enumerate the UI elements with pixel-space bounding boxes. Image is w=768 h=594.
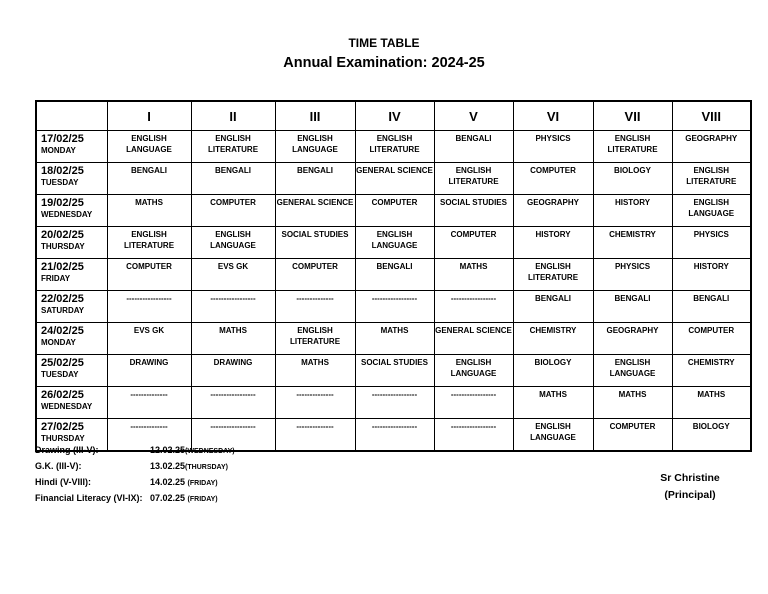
exam-day: FRIDAY — [41, 274, 71, 283]
column-header: I — [107, 101, 191, 131]
subject-cell: ----------------- — [434, 419, 513, 452]
table-row — [36, 387, 751, 419]
subject-cell: MATHS — [107, 195, 191, 227]
page-title: TIME TABLE — [348, 36, 420, 50]
exam-date: 24/02/25 — [41, 325, 84, 337]
note-day: (FRIDAY) — [187, 480, 218, 487]
subject-cell: DRAWING — [191, 355, 275, 387]
subject-cell: COMPUTER — [434, 227, 513, 259]
subject-cell: HISTORY — [593, 195, 672, 227]
note-day: (FRIDAY) — [187, 496, 218, 503]
subject-cell: BENGALI — [672, 291, 751, 323]
exam-date: 25/02/25 — [41, 357, 84, 369]
subject-cell: CHEMISTRY — [593, 227, 672, 259]
exam-day: WEDNESDAY — [41, 402, 93, 411]
note-date-value: 13.02.25 — [150, 461, 186, 471]
subject-cell: BENGALI — [355, 259, 434, 291]
column-header: VI — [513, 101, 593, 131]
subject-cell: ----------------- — [191, 419, 275, 452]
subject-cell: ENGLISH LANGUAGE — [434, 355, 513, 387]
column-header: VII — [593, 101, 672, 131]
exam-day: WEDNESDAY — [41, 210, 93, 219]
subject-cell: PHYSICS — [513, 131, 593, 163]
column-header: III — [275, 101, 355, 131]
exam-date: 20/02/25 — [41, 229, 84, 241]
note-date-value: 14.02.25 — [150, 477, 188, 487]
subject-cell: COMPUTER — [672, 323, 751, 355]
subject-cell: HISTORY — [513, 227, 593, 259]
subject-cell: ----------------- — [434, 291, 513, 323]
table-row — [36, 195, 751, 227]
note-row — [35, 442, 235, 458]
note-date — [150, 493, 218, 503]
exam-date: 18/02/25 — [41, 165, 84, 177]
subject-cell: MATHS — [434, 259, 513, 291]
table-row — [36, 355, 751, 387]
table-row — [36, 163, 751, 195]
table-row — [36, 323, 751, 355]
date-cell — [36, 323, 107, 355]
notes-section — [35, 442, 235, 506]
note-row — [35, 474, 235, 490]
subject-cell: GEOGRAPHY — [672, 131, 751, 163]
subject-cell: -------------- — [275, 419, 355, 452]
subject-cell: GEOGRAPHY — [513, 195, 593, 227]
subject-cell: ENGLISH LITERATURE — [107, 227, 191, 259]
subject-cell: ----------------- — [191, 291, 275, 323]
date-cell — [36, 131, 107, 163]
subject-cell: COMPUTER — [107, 259, 191, 291]
date-cell — [36, 163, 107, 195]
exam-day: TUESDAY — [41, 370, 79, 379]
subject-cell: ENGLISH LITERATURE — [275, 323, 355, 355]
date-cell — [36, 291, 107, 323]
subject-cell: ----------------- — [355, 419, 434, 452]
timetable — [35, 100, 752, 452]
note-date-value: 12.02.25 — [150, 445, 186, 455]
table-row — [36, 227, 751, 259]
corner-cell — [36, 101, 107, 131]
exam-date: 27/02/25 — [41, 421, 84, 433]
subject-cell: ENGLISH LITERATURE — [593, 131, 672, 163]
exam-date: 19/02/25 — [41, 197, 84, 209]
note-date — [150, 477, 218, 487]
subject-cell: BENGALI — [191, 163, 275, 195]
subject-cell: SOCIAL STUDIES — [355, 355, 434, 387]
subject-cell: SOCIAL STUDIES — [434, 195, 513, 227]
subject-cell: COMPUTER — [593, 419, 672, 452]
subject-cell: BIOLOGY — [672, 419, 751, 452]
subject-cell: -------------- — [107, 387, 191, 419]
subject-cell: BENGALI — [275, 163, 355, 195]
subject-cell: -------------- — [107, 419, 191, 452]
subject-cell: BENGALI — [593, 291, 672, 323]
subject-cell: BENGALI — [107, 163, 191, 195]
subject-cell: EVS GK — [107, 323, 191, 355]
subject-cell: BIOLOGY — [513, 355, 593, 387]
signature-role: (Principal) — [664, 489, 716, 501]
column-header: II — [191, 101, 275, 131]
exam-date: 26/02/25 — [41, 389, 84, 401]
subject-cell: HISTORY — [672, 259, 751, 291]
subject-cell: ENGLISH LANGUAGE — [191, 227, 275, 259]
subject-cell: ENGLISH LITERATURE — [513, 259, 593, 291]
subject-cell: DRAWING — [107, 355, 191, 387]
subject-cell: ENGLISH LANGUAGE — [275, 131, 355, 163]
subject-cell: MATHS — [672, 387, 751, 419]
subject-cell: ENGLISH LANGUAGE — [107, 131, 191, 163]
subject-cell: GENERAL SCIENCE — [355, 163, 434, 195]
column-header: IV — [355, 101, 434, 131]
subject-cell: COMPUTER — [191, 195, 275, 227]
note-date-value: 07.02.25 — [150, 493, 188, 503]
subject-cell: ENGLISH LANGUAGE — [672, 195, 751, 227]
page-subtitle: Annual Examination: 2024-25 — [283, 55, 485, 71]
exam-date: 22/02/25 — [41, 293, 84, 305]
subject-cell: COMPUTER — [513, 163, 593, 195]
signature-name: Sr Christine — [660, 472, 720, 484]
subject-cell: ENGLISH LITERATURE — [672, 163, 751, 195]
signature-block — [645, 470, 735, 504]
exam-date: 17/02/25 — [41, 133, 84, 145]
note-label: Hindi (V-VIII): — [35, 477, 91, 487]
note-row — [35, 458, 235, 474]
subject-cell: ENGLISH LANGUAGE — [355, 227, 434, 259]
subject-cell: ----------------- — [107, 291, 191, 323]
note-label: G.K. (III-V): — [35, 461, 82, 471]
note-label: Drawing (III-V): — [35, 445, 99, 455]
subject-cell: ENGLISH LITERATURE — [434, 163, 513, 195]
subject-cell: COMPUTER — [275, 259, 355, 291]
subject-cell: ENGLISH LITERATURE — [355, 131, 434, 163]
subject-cell: SOCIAL STUDIES — [275, 227, 355, 259]
subject-cell: GENERAL SCIENCE — [275, 195, 355, 227]
subject-cell: ENGLISH LITERATURE — [191, 131, 275, 163]
subject-cell: MATHS — [355, 323, 434, 355]
exam-day: TUESDAY — [41, 178, 79, 187]
table-row — [36, 131, 751, 163]
subject-cell: PHYSICS — [672, 227, 751, 259]
subject-cell: BIOLOGY — [593, 163, 672, 195]
note-label: Financial Literacy (VI-IX): — [35, 493, 143, 503]
subject-cell: GENERAL SCIENCE — [434, 323, 513, 355]
date-cell — [36, 227, 107, 259]
subject-cell: CHEMISTRY — [672, 355, 751, 387]
subject-cell: ----------------- — [434, 387, 513, 419]
table-row — [36, 259, 751, 291]
table-row — [36, 291, 751, 323]
subject-cell: BENGALI — [513, 291, 593, 323]
subject-cell: -------------- — [275, 387, 355, 419]
subject-cell: COMPUTER — [355, 195, 434, 227]
exam-day: SATURDAY — [41, 306, 85, 315]
column-header: VIII — [672, 101, 751, 131]
note-day: (THURSDAY) — [185, 464, 228, 471]
subject-cell: MATHS — [513, 387, 593, 419]
subject-cell: CHEMISTRY — [513, 323, 593, 355]
subject-cell: PHYSICS — [593, 259, 672, 291]
note-date — [150, 461, 228, 471]
date-cell — [36, 259, 107, 291]
subject-cell: ENGLISH LANGUAGE — [593, 355, 672, 387]
note-row — [35, 490, 235, 506]
column-header: V — [434, 101, 513, 131]
subject-cell: MATHS — [593, 387, 672, 419]
subject-cell: ----------------- — [355, 291, 434, 323]
subject-cell: ----------------- — [191, 387, 275, 419]
exam-date: 21/02/25 — [41, 261, 84, 273]
subject-cell: BENGALI — [434, 131, 513, 163]
subject-cell: EVS GK — [191, 259, 275, 291]
date-cell — [36, 355, 107, 387]
exam-day: THURSDAY — [41, 434, 85, 443]
subject-cell: ENGLISH LANGUAGE — [513, 419, 593, 452]
subject-cell: MATHS — [191, 323, 275, 355]
exam-day: MONDAY — [41, 338, 76, 347]
exam-day: MONDAY — [41, 146, 76, 155]
date-cell — [36, 195, 107, 227]
subject-cell: -------------- — [275, 291, 355, 323]
exam-day: THURSDAY — [41, 242, 85, 251]
header-row — [36, 101, 751, 131]
subject-cell: ----------------- — [355, 387, 434, 419]
note-day: (WEDNESDAY) — [185, 448, 235, 455]
subject-cell: GEOGRAPHY — [593, 323, 672, 355]
subject-cell: MATHS — [275, 355, 355, 387]
date-cell — [36, 387, 107, 419]
note-date — [150, 445, 235, 455]
